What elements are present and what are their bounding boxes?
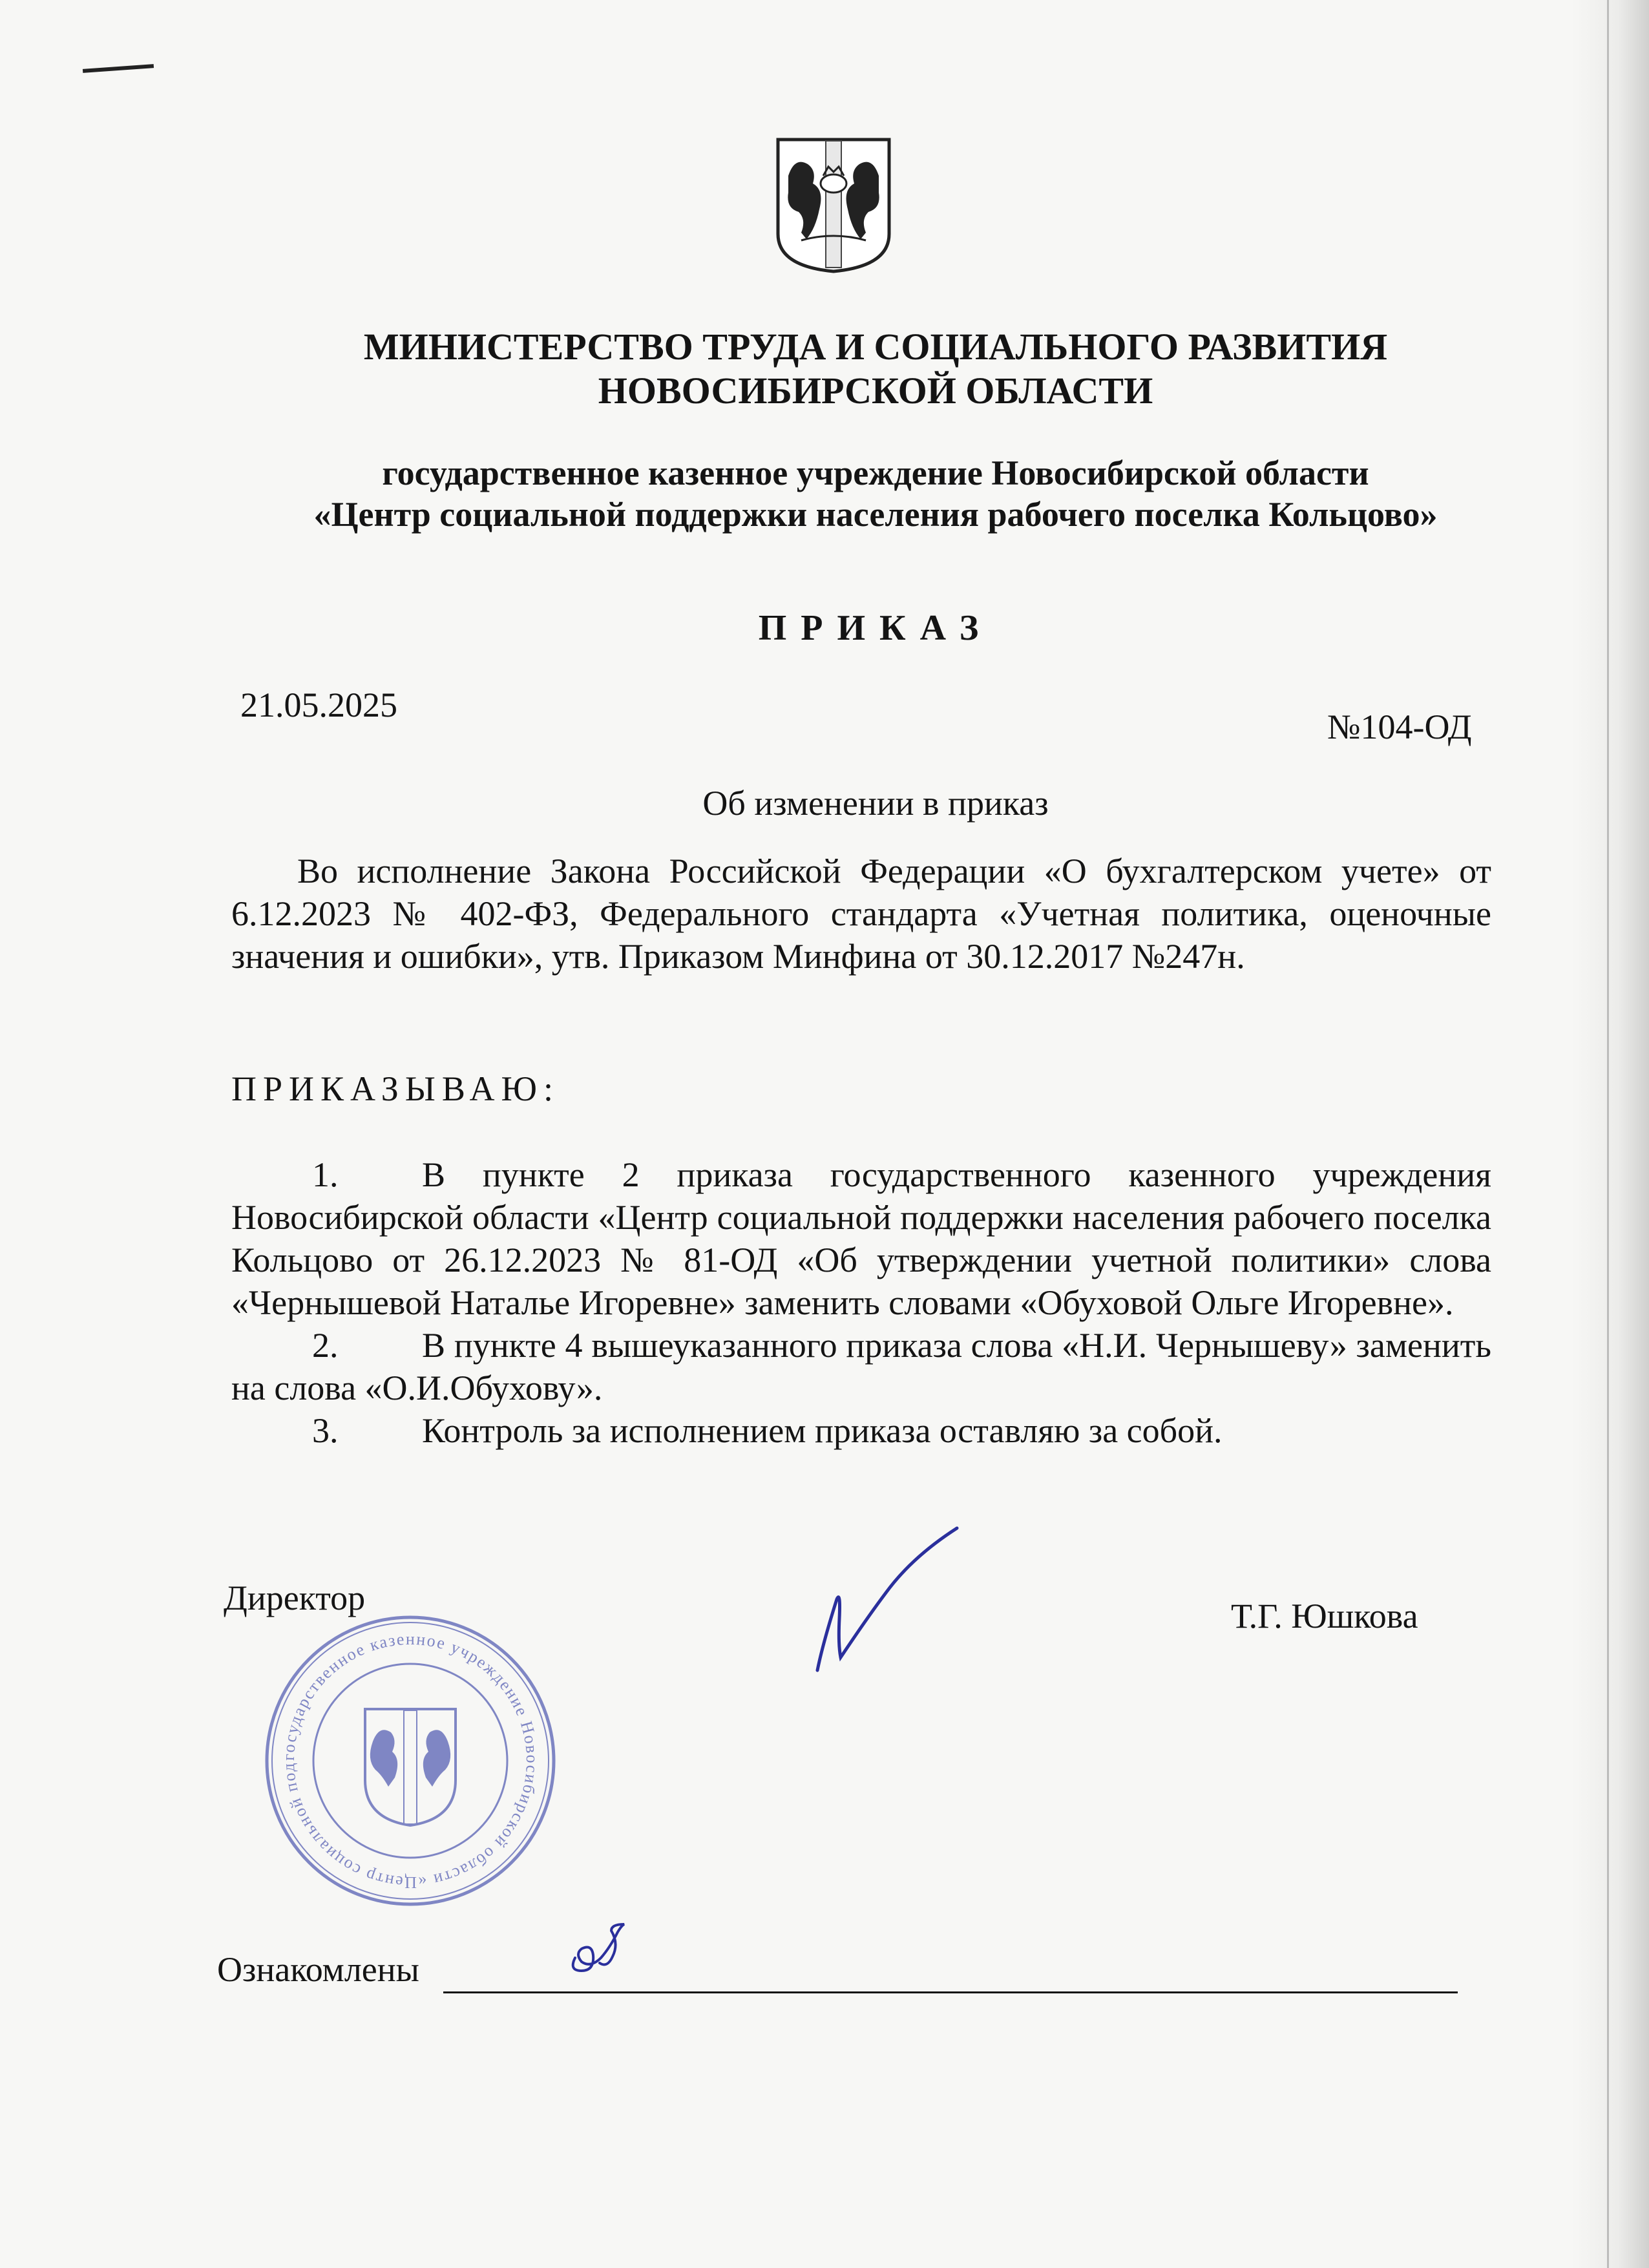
coat-of-arms-icon [775,137,892,274]
order-item-text: В пункте 4 вышеуказанного приказа слова «Н.И. Чернышеву» заменить на слова «О.И.Обухову». [231,1326,1491,1407]
acknowledgement-line [443,1991,1458,1993]
preamble-text: Во исполнение Закона Российской Федерации «О бухгалтерском учете» от 6.12.2023 № 402-ФЗ, Федерального стандарта «Учетная политика, оценочные значения и ошибки», утв. Приказом Минфина от 30.12.2017 №247н. [231,852,1491,976]
scan-edge-shadow [1571,0,1649,2268]
order-title: ПРИКАЗ [758,608,993,648]
order-item [231,1409,1491,1452]
acknowledgement-signature-icon [562,1919,633,1977]
institution-line-2: «Центр социальной поддержки населения рабочего поселка Кольцово» [313,495,1438,534]
order-date: 21.05.2025 [240,686,397,724]
scan-corner-mark [83,64,154,73]
order-subject: Об изменении в приказ [702,784,1049,823]
institution-name [181,452,1570,535]
institution-line-1: государственное казенное учреждение Новосибирской области [382,454,1369,492]
director-signature-icon [811,1522,966,1677]
order-number: №104-ОД [1327,708,1472,746]
official-stamp-icon [262,1612,559,1909]
order-item [231,1153,1491,1324]
order-items [231,1153,1491,1452]
ministry-line-2: НОВОСИБИРСКОЙ ОБЛАСТИ [598,370,1153,412]
order-item-text: В пункте 2 приказа государственного казенного учреждения Новосибирской области «Центр социальной поддержки населения рабочего поселка Кольцово от 26.12.2023 № 81-ОД «Об утверждении учетной политики» слова «Чернышевой Наталье Игоревне» заменить словами «Обуховой Ольге Игоревне». [231,1155,1491,1322]
order-item-text: Контроль за исполнением приказа оставляю за собой. [422,1411,1223,1450]
ministry-line-1: МИНИСТЕРСТВО ТРУДА И СОЦИАЛЬНОГО РАЗВИТИЯ [363,326,1388,368]
ministry-name [181,325,1570,413]
svg-text:государственное казенное учреж: государственное казенное учреждение Новосибирской области «Центр социальной под [278,1629,542,1893]
order-item-number: 1. [312,1155,339,1194]
preamble-paragraph [231,850,1491,978]
signatory-position: Директор [224,1579,366,1617]
acknowledged-label: Ознакомлены [217,1950,419,1989]
order-item-number: 2. [312,1326,339,1365]
order-item [231,1324,1491,1409]
scan-edge-line [1607,0,1609,2268]
order-item-number: 3. [312,1411,339,1450]
signatory-name: Т.Г. Юшкова [1231,1597,1418,1635]
directive-heading: ПРИКАЗЫВАЮ: [231,1069,560,1108]
